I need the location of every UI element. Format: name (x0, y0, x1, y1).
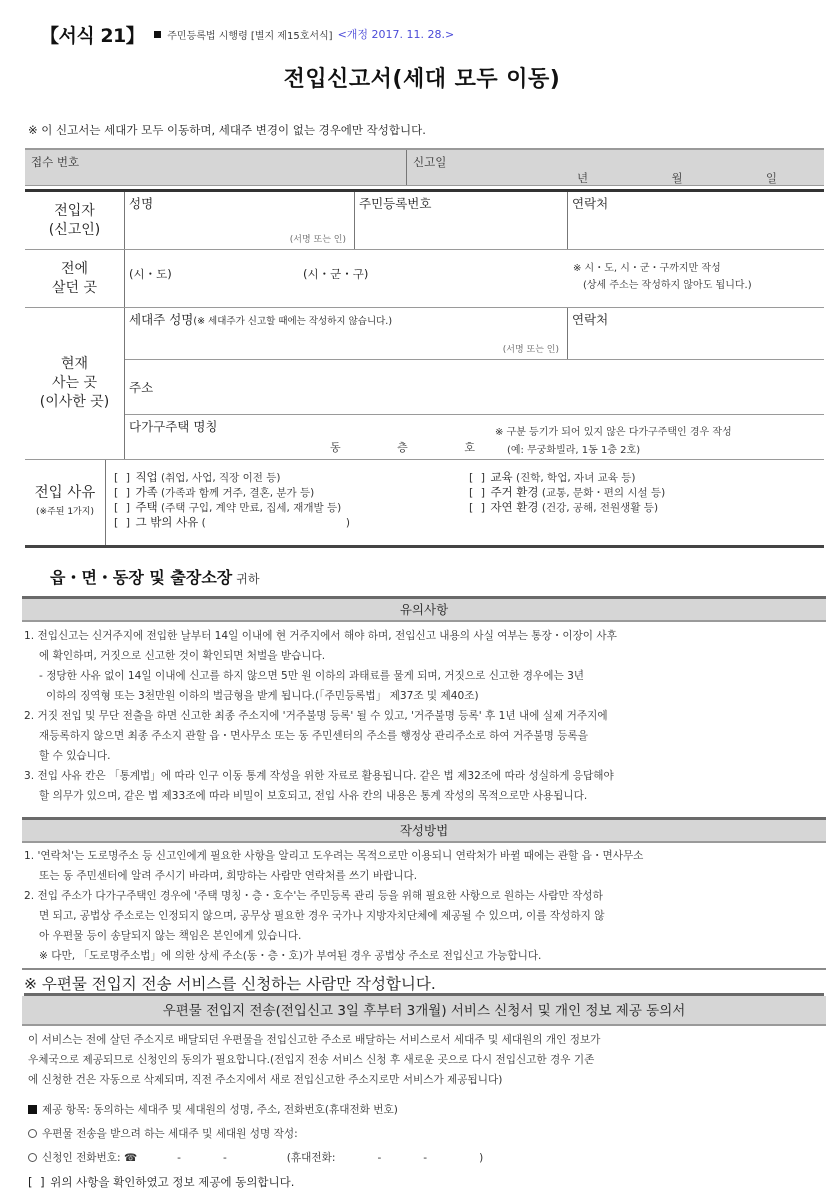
postal-consent-list (28, 1098, 483, 1189)
instructions-list: 1. '연락처'는 도로명주소 등 신고인에게 필요한 사항을 알리고 도우려는 목적으로만 이용되니 연락처가 바뀔 때에는 관할 읍・면사무소 또는 동 주민센터에 알려 주시기 바라며, 희망하는 사람만 연락처를 쓰기 바랍니다. 2. 전입 주소가 다가구주택인 경우에 '주택 명칭・층・호수'는 주민등록 관리 등을 위해 필요한 사항으로 원하는 사람만 작성하 면 되고, 공법상 주소로는 인정되지 않으며, 공무상 필요한 경우 국가나 지방자치단체에 제공될 수 있으며, 이를 작성하지 않 아 우편물 등이 송달되지 않는 책임은 본인에게 있습니다. ※ 다만, 「도로명주소법」에 의한 상세 주소(동・층・호)가 부여된 경우 공법상 주소로 전입신고 가능합니다. (24, 850, 644, 962)
postal-service-description: 이 서비스는 전에 살던 주소지로 배달되던 우편물을 전입신고한 주소로 배달하는 서비스로서 세대주 및 세대원의 개인 정보가 우체국으로 제공되므로 신청인의 동의가 필요합니다.(전입지 전송 서비스 신청 후 새로운 곳으로 다시 전입신고한 경우 기존 에 신청한 건은 자동으로 삭제되며, 직전 주소지에서 새로 전입신고한 주소지로만 서비스가 제공됩니다) (28, 1034, 601, 1086)
mover-name-field[interactable]: 성명 (서명 또는 인) (125, 192, 355, 249)
form-header-line (40, 22, 454, 46)
report-date-field[interactable]: 신고일 년 월 일 (413, 155, 777, 185)
day-label: 일 (765, 171, 777, 185)
consent-checkbox[interactable]: [ ] 위의 사항을 확인하였고 정보 제공에 동의합니다. (28, 1175, 295, 1189)
reason-checkbox-housing[interactable]: [ ] 주택 (주택 구입, 계약 만료, 집세, 재개발 등) (114, 500, 342, 514)
multi-house-note: ※ 구분 등기가 되어 있지 않은 다가구주택인 경우 작성 (495, 427, 732, 438)
form-notice: ※ 이 신고서는 세대가 모두 이동하며, 세대주 변경이 없는 경우에만 작성합니다. (28, 123, 426, 137)
move-reason-row (25, 460, 824, 548)
reason-checkbox-family[interactable]: [ ] 가족 (가족과 함께 거주, 결혼, 분가 등) (114, 485, 315, 499)
ho-label: 호 (464, 441, 475, 454)
instructions-heading: 작성방법 (22, 817, 826, 843)
signature-hint: (서명 또는 인) (502, 345, 559, 355)
current-address-row (25, 308, 824, 460)
signature-hint: (서명 또는 인) (289, 235, 346, 245)
previous-address-note: ※ 시・도, 시・군・구까지만 작성 (상세 주소는 작성하지 않아도 됩니다.) (573, 263, 752, 291)
mobile-phone-field[interactable]: (휴대전화: (286, 1152, 336, 1164)
reason-column-left (114, 470, 469, 545)
mover-label: 전입자 (신고인) (25, 192, 125, 249)
mover-rrn-field[interactable]: 주민등록번호 (355, 192, 568, 249)
household-head-name-field[interactable]: 세대주 성명(※ 세대주가 신고할 때에는 작성하지 않습니다.) (서명 또는 인) (125, 308, 568, 359)
year-label: 년 (577, 171, 589, 185)
multi-house-name-field[interactable]: 다가구주택 명칭 동 층 호 ※ 구분 등기가 되어 있지 않은 다가구주택인 경우 작성 (예: 무궁화빌라, 1동 1층 2호) (129, 419, 732, 456)
recipients-field[interactable]: 우편물 전송을 받으려 하는 세대주 및 세대원 성명 작성: (28, 1122, 483, 1146)
sido-label: (시・도) (129, 267, 172, 281)
reason-checkbox-living-environment[interactable]: [ ] 주거 환경 (교통, 문화・편의 시설 등) (469, 485, 666, 499)
circle-bullet-icon (28, 1153, 37, 1162)
dong-label: 동 (330, 441, 341, 454)
addressee: 읍・면・동장 및 출장소장 귀하 (50, 568, 260, 587)
current-address-field[interactable]: 주소 (125, 360, 824, 415)
previous-address-field[interactable] (125, 250, 824, 307)
cautions-heading: 유의사항 (22, 596, 826, 622)
reason-checkbox-job[interactable]: [ ] 직업 (취업, 사업, 직장 이전 등) (114, 470, 281, 484)
form-number: 【서식 21】 (40, 24, 145, 47)
previous-address-label: 전에 살던 곳 (25, 250, 125, 307)
household-contact-field[interactable]: 연락처 (572, 312, 609, 327)
cautions-list: 1. 전입신고는 신거주지에 전입한 날부터 14일 이내에 현 거주지에서 해야 하며, 전입신고 내용의 사실 여부는 통장・이장이 사후 에 확인하며, 거짓으로 신고한 것이 확인되면 처벌을 받습니다. - 정당한 사유 없이 14일 이내에 신고를 하지 않으면 5만 원 이하의 과태료를 물게 되며, 거짓으로 신고한 경우에는 3년 이하의 징역형 또는 3천만원 이하의 벌금형을 받게 됩니다.(「주민등록법」 제37조 및 제40조) 2. 거짓 전입 및 무단 전출을 하면 신고한 최종 주소지에 '거주불명 등록' 될 수 있고, '거주불명 등록' 후 1년 내에 실제 거주지에 재등록하지 않으면 최종 주소지 관할 읍・면사무소 또는 동 주민센터의 주소를 행정상 관리주소로 하여 거주불명 등록을 할 수 있습니다. 3. 전입 사유 칸은 「통계법」에 따라 인구 이동 통계 작성을 위한 자료로 활용됩니다. 같은 법 제32조에 따라 성실하게 응답해야 할 의무가 있으며, 같은 법 제33조에 따라 비밀이 보호되고, 전입 사유 칸의 내용은 통계 작성의 목적으로만 사용됩니다. (24, 630, 617, 802)
receipt-row (25, 148, 824, 186)
divider (22, 968, 826, 970)
reason-checkbox-natural-environment[interactable]: [ ] 자연 환경 (건강, 공해, 전원생활 등) (469, 500, 659, 514)
law-reference: 주민등록법 시행령 [별지 제15호서식] (167, 30, 333, 42)
applicant-phone-field[interactable]: 신청인 전화번호: ☎ - - (휴대전화: - - ) (28, 1146, 483, 1170)
floor-label: 층 (397, 441, 408, 454)
mover-contact-field[interactable]: 연락처 (572, 196, 609, 211)
circle-bullet-icon (28, 1129, 37, 1138)
sigungu-label: (시・군・구) (303, 267, 369, 281)
current-address-label: 현재 사는 곳 (이사한 곳) (25, 308, 125, 459)
page-title: 전입신고서(세대 모두 이동) (283, 67, 561, 92)
square-bullet-icon (28, 1105, 37, 1114)
revision-date: <개정 2017. 11. 28.> (337, 28, 455, 41)
reason-checkbox-education[interactable]: [ ] 교육 (진학, 학업, 자녀 교육 등) (469, 470, 636, 484)
move-reason-label: 전입 사유 (※주된 1가지) (25, 460, 106, 545)
multi-house-example: (예: 무궁화빌라, 1동 1층 2호) (507, 445, 641, 456)
report-form (25, 148, 824, 548)
previous-address-row (25, 250, 824, 308)
reason-column-right (469, 470, 824, 545)
mover-row (25, 192, 824, 250)
month-label: 월 (671, 171, 683, 185)
provided-items: 제공 항목: 동의하는 세대주 및 세대원의 성명, 주소, 전화번호(휴대전화 번호) (28, 1098, 483, 1122)
square-bullet-icon (154, 31, 161, 38)
receipt-number-field[interactable]: 접수 번호 (25, 150, 407, 185)
postal-service-title: 우편물 전입지 전송(전입신고 3일 후부터 3개월) 서비스 신청서 및 개인 정보 제공 동의서 (22, 996, 826, 1026)
postal-service-notice: ※ 우편물 전입지 전송 서비스를 신청하는 사람만 작성합니다. (24, 972, 824, 996)
reason-checkbox-other[interactable]: [ ] 그 밖의 사유 ( ) (114, 515, 351, 529)
